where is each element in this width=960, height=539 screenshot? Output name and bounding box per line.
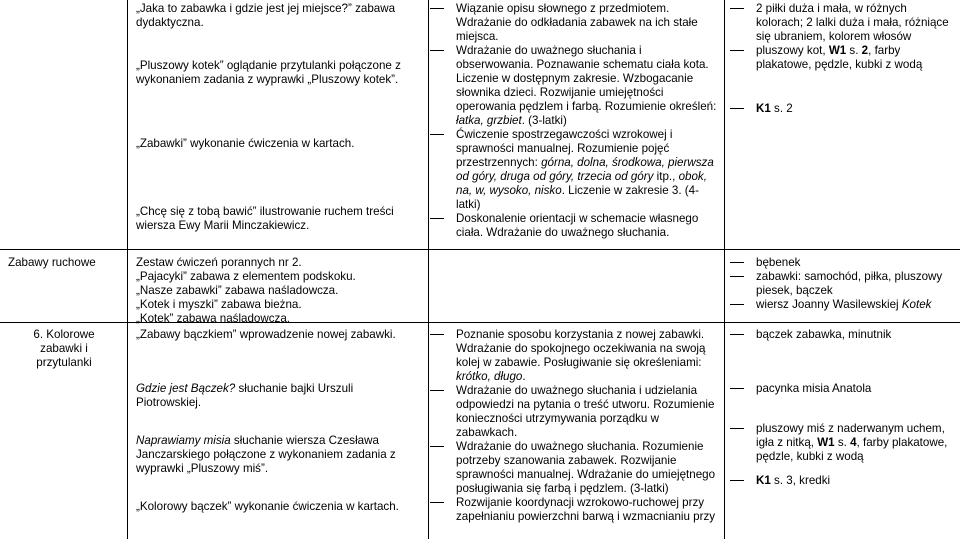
material-text: bączek zabawka, minutnik [756,328,892,341]
goal-text: Wdrażanie do uważnego słuchania. Rozumienie potrzeby szanowania zabawek. Rozwijanie sprawności manualnej. Wdrażanie do umiejętnego posługiwania się farbą i pędzlem. (3-latki) [456,440,716,495]
dash-bullet-icon [430,390,444,391]
mid-row-category [8,256,126,270]
material-code: K1 [756,102,771,115]
material-text: s. 2 [770,102,793,115]
material-block [730,328,956,342]
material-block [730,270,956,298]
category-label: Zabawy ruchowe [8,256,96,269]
dash-bullet-icon [430,446,444,447]
bottom-row-materials [730,328,956,488]
goal-term: górna, dolna, środkowa, pierwsza od góry, druga od góry, trzecia od góry [456,156,714,183]
goal-text: Poznanie sposobu korzystania z nowej zabawki. Wdrażanie do spokojnego oczekiwania na swoją kolej w zabawie. Posługiwanie się określeniami: [456,328,706,369]
activity-item [136,434,421,476]
bottom-row-activities [136,328,421,514]
material-text: , farby plakatowe, pędzle, kubki z wodą [756,436,948,463]
material-text: , farby plakatowe, pędzle, kubki z wodą [756,44,923,71]
material-code: K1 [756,474,771,487]
activity-item: „Kotek i myszki” zabawa bieżna. [136,298,302,311]
goal-block [430,128,720,212]
goal-text: . (3-latki) [521,114,567,127]
goal-text: itp., [653,170,679,183]
dash-bullet-icon [730,50,744,51]
material-block [730,2,956,44]
material-text: bębenek [756,256,801,269]
material-text: s. 3, kredki [770,474,831,487]
goal-text: Rozwijanie koordynacji wzrokowo-ruchowej przy zapełnianiu powierzchni barwą i wzmacnianiu przy [456,496,716,523]
table-border-col2-col3 [428,0,429,539]
material-text: pluszowy miś z naderwanym uchem, igła z nitką, [756,422,945,449]
goal-block [430,384,720,440]
goal-text: Wdrażanie do uważnego słuchania i udzielania odpowiedzi na pytania o treść utworu. Rozumienie konieczności utrzymywania porządku w zabawkach. [456,384,715,439]
dash-bullet-icon [430,8,444,9]
goal-text: Ćwiczenie spostrzegawczości wzrokowej i sprawności manualnej. Rozumienie pojęć przestrzennych: [456,128,673,169]
dash-bullet-icon [730,8,744,9]
dash-bullet-icon [730,480,744,481]
dash-bullet-icon [430,218,444,219]
material-title: Kotek [901,298,932,311]
activity-title: Gdzie jest Bączek? [136,382,236,395]
dash-bullet-icon [430,134,444,135]
top-row-materials [730,2,956,116]
goal-block [430,440,720,496]
dash-bullet-icon [730,428,744,429]
dash-bullet-icon [430,50,444,51]
dash-bullet-icon [730,276,744,277]
dash-bullet-icon [730,304,744,305]
mid-row-materials [730,256,956,312]
goal-text: . Liczenie w zakresie 3. (4-latki) [456,184,699,211]
goal-block [430,2,720,44]
top-row-goals [430,2,720,240]
goal-text: . [522,370,526,383]
material-text: pluszowy kot, [756,44,829,57]
activity-item: „Jaka to zabawka i gdzie jest jej miejsce?” zabawa dydaktyczna. [136,2,396,29]
dash-bullet-icon [730,108,744,109]
material-text: s. [846,44,862,57]
goal-term: krótko, długo [456,370,523,383]
goal-block [430,212,720,240]
activity-item: „Nasze zabawki” zabawa naśladowcza. [136,284,339,297]
material-block [730,474,956,488]
mid-row-activities [136,256,421,326]
activity-item: „Kolorowy bączek” wykonanie ćwiczenia w kartach. [136,500,399,513]
material-text: s. [834,436,851,449]
material-code: W1 [817,436,835,449]
material-block [730,102,956,116]
material-code: 4 [850,436,857,449]
material-text: pacynka misia Anatola [756,382,872,395]
activity-item [136,382,421,410]
material-block [730,44,956,72]
goal-block [430,496,720,524]
table-border-col3-col4 [724,0,725,539]
goal-term: łatka, grzbiet [456,114,522,127]
material-code: 2 [861,44,869,57]
dash-bullet-icon [430,502,444,503]
material-text: wiersz Joanny Wasilewskiej [756,298,902,311]
goal-block [430,44,720,128]
activity-item: „Zabawy bączkiem” wprowadzenie nowej zabawki. [136,328,396,341]
activity-item: „Zabawki” wykonanie ćwiczenia w kartach. [136,137,355,150]
activity-text: słuchanie wiersza Czesława Janczarskiego połączone z wykonaniem zadania z wyprawki „Pluszowy miś”. [136,434,396,475]
dash-bullet-icon [730,262,744,263]
activity-item: „Chcę się z tobą bawić” ilustrowanie ruchem treści wiersza Ewy Marii Minczakiewicz. [136,205,394,232]
dash-bullet-icon [430,334,444,335]
goal-text: Doskonalenie orientacji w schemacie własnego ciała. Wdrażanie do uważnego słuchania. [456,212,699,239]
dash-bullet-icon [730,388,744,389]
activity-text: słuchanie bajki Urszuli Piotrowskiej. [136,382,354,409]
bottom-row-topic [14,328,114,370]
top-row-activities [136,2,421,233]
activity-item: „Pluszowy kotek” oglądanie przytulanki połączone z wykonaniem zadania z wyprawki „Pluszowy kotek”. [136,59,401,86]
topic-label: 6. Kolorowe zabawki i przytulanki [33,328,95,369]
activity-title: Naprawiamy misia [136,434,231,447]
goal-text: Wiązanie opisu słownego z przedmiotem. Wdrażanie do odkładania zabawek na ich stałe miejsca. [456,2,698,43]
goal-block [430,328,720,384]
material-text: zabawki: samochód, piłka, pluszowy piesek, bączek [756,270,943,297]
material-block [730,382,956,396]
table-border-left-col2 [127,0,128,539]
table-row-divider-1 [0,249,960,250]
activity-item: „Kotek” zabawa naśladowcza. [136,312,291,325]
material-block [730,256,956,270]
activity-item: „Pajacyki” zabawa z elementem podskoku. [136,270,356,283]
activity-item: Zestaw ćwiczeń porannych nr 2. [136,256,302,269]
bottom-row-goals [430,328,720,524]
material-code: W1 [828,44,847,57]
goal-text: Wdrażanie do uważnego słuchania i obserwowania. Poznawanie schematu ciała kota. Liczenie w dostępnym zakresie. Wzbogacanie słownika dzieci. Rozwijanie umiejętności operowania pędzlem i farbą. Rozumienie określeń: [456,44,717,113]
dash-bullet-icon [730,334,744,335]
goal-term: obok, na, w, wysoko, nisko [456,170,707,197]
material-block [730,422,956,464]
material-block [730,298,956,312]
material-text: 2 piłki duża i mała, w różnych kolorach; 2 lalki duża i mała, różniące się ubraniem, kolorem włosów [756,2,949,43]
